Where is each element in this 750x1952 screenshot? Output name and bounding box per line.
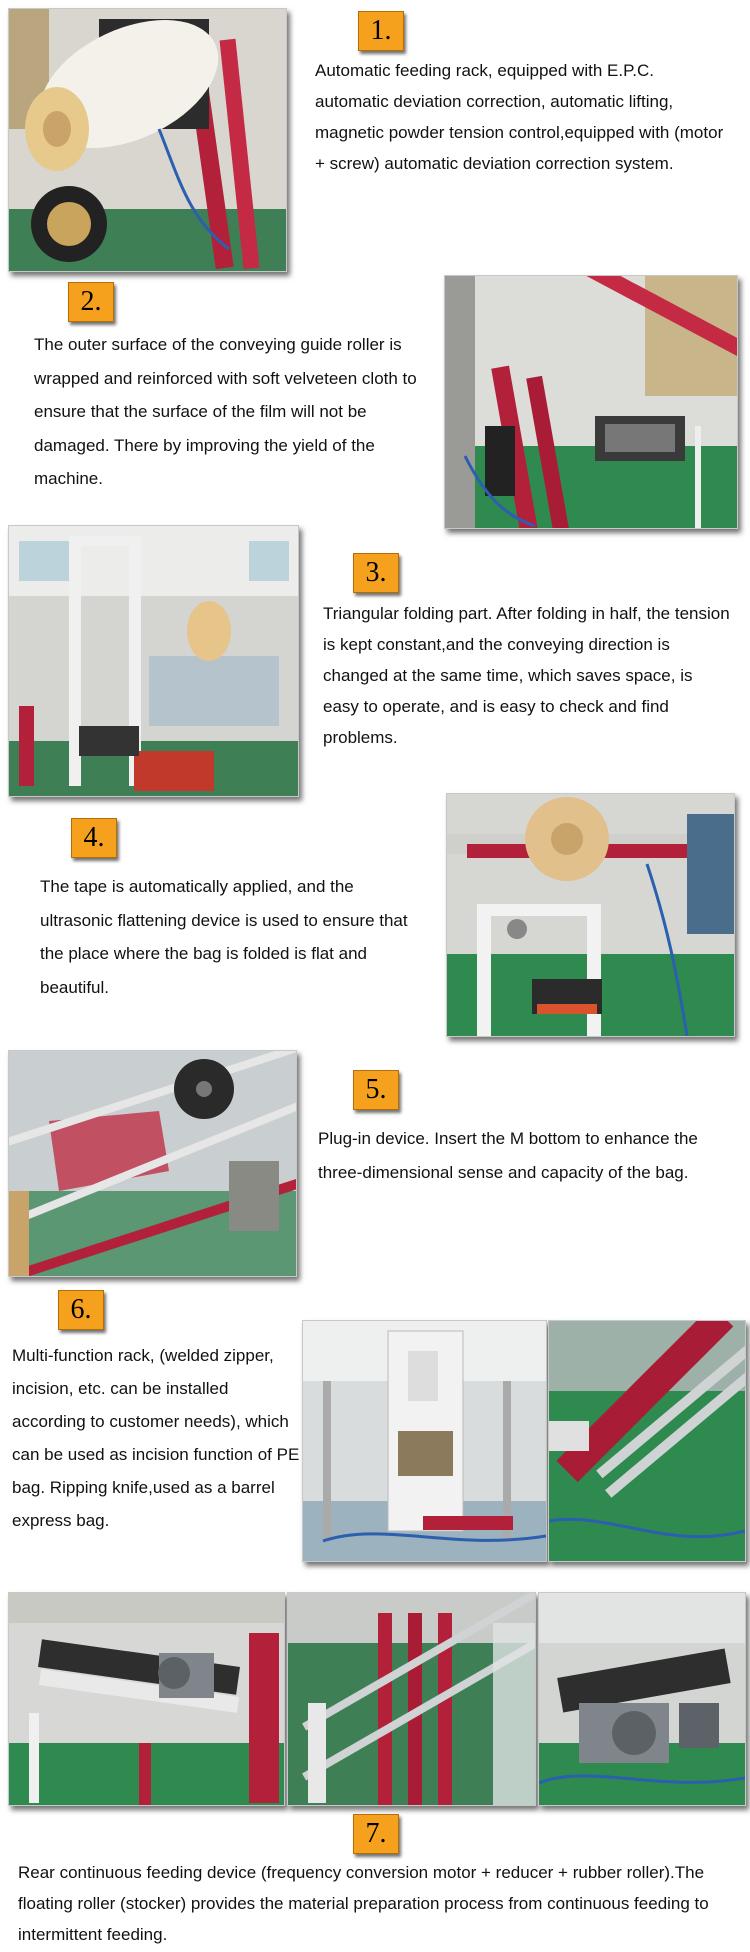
- photo-reducer-motor: [538, 1592, 746, 1806]
- photo-multi-function-rack: [302, 1320, 547, 1562]
- section-description: The outer surface of the conveying guide roller is wrapped and reinforced with soft velveteen cloth to ensure that the surface of the film will not be damaged. There by improving the yield of the machine.: [34, 335, 417, 488]
- section-number-badge: 2.: [68, 282, 114, 322]
- photo-guide-roller: [444, 275, 738, 529]
- section-description: Multi-function rack, (welded zipper, incision, etc. can be installed according to customer needs), which can be used as incision function of PE bag. Ripping knife,used as a barrel express bag.: [12, 1346, 300, 1530]
- photo-floating-roller-stocker: [287, 1592, 536, 1806]
- photo-tape-applicator: [446, 793, 735, 1037]
- section-number-badge: 7.: [353, 1814, 399, 1854]
- section-number-badge: 4.: [71, 818, 117, 858]
- section-description: The tape is automatically applied, and the ultrasonic flattening device is used to ensure that the place where the bag is folded is flat and beautiful.: [40, 877, 408, 997]
- section-description: Automatic feeding rack, equipped with E.P.C. automatic deviation correction, automatic lifting, magnetic powder tension control,equipped with (motor + screw) automatic deviation correction system.: [315, 61, 724, 173]
- section-number-badge: 1.: [358, 11, 404, 51]
- section-number-badge: 5.: [353, 1070, 399, 1110]
- photo-ripping-knife-rollers: [548, 1320, 746, 1562]
- photo-rear-feeding-motor: [8, 1592, 285, 1806]
- photo-feeding-rack: [8, 8, 287, 272]
- section-description: Plug-in device. Insert the M bottom to enhance the three-dimensional sense and capacity of the bag.: [318, 1129, 698, 1182]
- photo-plug-in-device: [8, 1050, 297, 1277]
- section-description: Rear continuous feeding device (frequency conversion motor + reducer + rubber roller).The floating roller (stocker) provides the material preparation process from continuous feeding to intermittent feeding.: [18, 1863, 709, 1944]
- photo-triangular-folding: [8, 525, 299, 797]
- section-number-badge: 6.: [58, 1290, 104, 1330]
- section-description: Triangular folding part. After folding in half, the tension is kept constant,and the conveying direction is changed at the same time, which saves space, is easy to operate, and is easy to check and find problems.: [323, 604, 730, 747]
- section-number-badge: 3.: [353, 553, 399, 593]
